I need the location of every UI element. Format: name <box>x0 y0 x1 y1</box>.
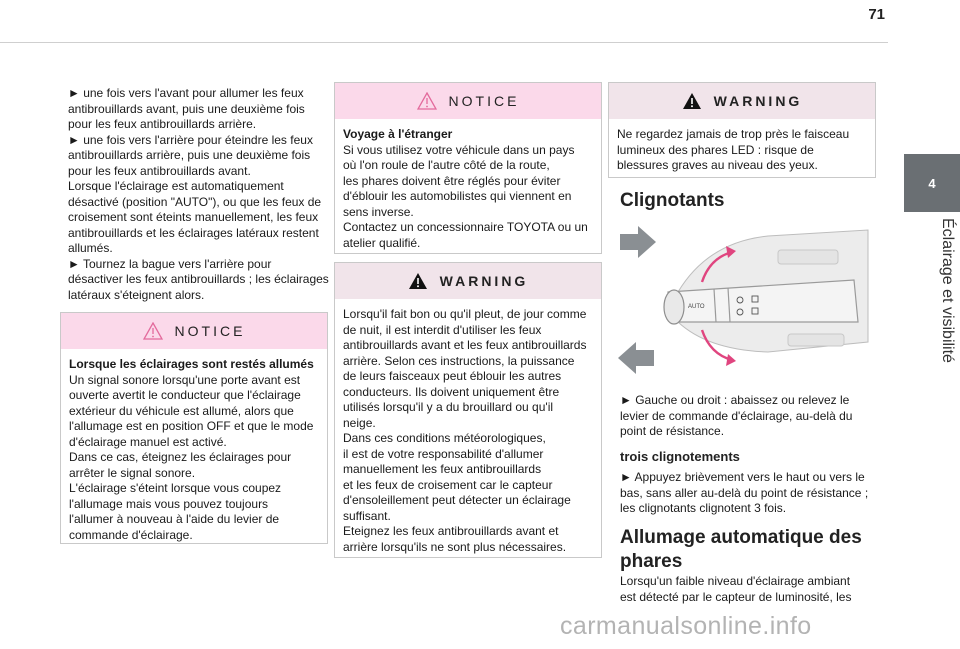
text-line: neige. <box>343 415 376 430</box>
text-line: atelier qualifié. <box>343 235 421 250</box>
text-line: allumés. <box>68 241 113 255</box>
text-line: où l'on roule de l'autre côté de la route, <box>343 158 550 172</box>
text-line: manuellement les feux antibrouillards <box>343 462 542 476</box>
text-line: Dans ce cas, éteignez les éclairages pour <box>69 450 292 464</box>
text-line: les clignotants clignotent 3 fois. <box>620 501 787 515</box>
notice-label: NOTICE <box>174 323 246 339</box>
text-line: antibrouillards avant, puis une deuxième fois <box>68 101 305 116</box>
text-line: pour les feux antibrouillards avant. <box>68 163 251 178</box>
caution-triangle-icon <box>143 322 163 340</box>
text-line: désactivé (position "AUTO"), ou que les feux de <box>68 194 322 209</box>
text-line: de leurs faisceaux peut éblouir les autres <box>343 369 562 383</box>
notice-body <box>61 349 327 551</box>
text-line: arrière lorsqu'ils ne sont plus nécessaires. <box>343 539 567 554</box>
text-line: l'allumage mais vous pouvez toujours <box>69 496 269 511</box>
text-line: est détecté par le capteur de luminosité, les <box>620 589 852 604</box>
caution-triangle-icon <box>417 92 437 110</box>
text-line: sens inverse. <box>343 204 414 219</box>
text-line: croisement sont éteints manuellement, les feux <box>68 210 319 224</box>
page-number: 71 <box>868 6 885 23</box>
text-line: bas, sans aller au-delà du point de résistance ; <box>620 485 869 500</box>
text-line: suffisant. <box>343 508 391 523</box>
text-line: Ne regardez jamais de trop près le faisceau <box>617 127 850 141</box>
warning-triangle-icon <box>408 272 428 290</box>
text-line: l'allumer à nouveau à l'aide du levier de <box>69 512 280 526</box>
text-line: commande d'éclairage. <box>69 527 193 542</box>
text-line: les phares doivent être réglés pour éviter <box>343 173 561 188</box>
warning-header <box>609 83 875 119</box>
notice-lead: Lorsque les éclairages sont restés allumés <box>69 357 314 371</box>
text-line: désactiver les feux antibrouillards ; les éclairages <box>68 272 329 286</box>
text-line: extérieur du véhicule est allumé, alors que <box>69 403 294 418</box>
text-line: Lorsqu'un faible niveau d'éclairage ambiant <box>620 574 851 588</box>
right-arrow-icon <box>620 226 656 258</box>
turn-signal-lever-illustration <box>618 222 874 380</box>
text-line: ► Appuyez brièvement vers le haut ou vers le <box>620 470 865 484</box>
text-line: conducteurs. Ils doivent uniquement être <box>343 384 560 399</box>
text-line: point de résistance. <box>620 424 725 438</box>
warning-header <box>335 263 601 299</box>
text-line: d'ensoleillement peut détecter un éclairage <box>343 493 571 507</box>
auto-headlights-text <box>620 574 876 605</box>
text-line: Un signal sonore lorsqu'une porte avant est <box>69 372 301 387</box>
text-line: ► une fois vers l'avant pour allumer les feux <box>68 86 304 100</box>
title-line: Allumage automatique des <box>620 527 862 548</box>
section-title-auto-headlights <box>620 526 862 574</box>
text-line: antibrouillards arrière, puis une deuxième fois <box>68 148 311 162</box>
text-line: Lorsque l'éclairage est automatiquement <box>68 179 284 193</box>
text-line: de nuit, il est interdit d'utiliser les feux <box>343 322 542 337</box>
text-line: Eteignez les feux antibrouillards avant et <box>343 524 559 538</box>
warning-body <box>335 299 601 563</box>
header-rule <box>0 42 888 43</box>
chapter-tab <box>888 0 960 649</box>
text-line: ouverte avertit le conducteur que l'éclairage <box>69 388 301 402</box>
warning-box-fog-lights <box>334 262 602 558</box>
text-line: utilisés lorsqu'il y a du brouillard ou qu'il <box>343 400 554 414</box>
text-line: pour les feux antibrouillards arrière. <box>68 117 257 131</box>
text-line: Si vous utilisez votre véhicule dans un pays <box>343 142 575 157</box>
chapter-title: Éclairage et visibilité <box>939 218 956 363</box>
text-line: arrière. Selon ces instructions, la puissance <box>343 353 575 368</box>
notice-body <box>335 119 601 259</box>
notice-lead: Voyage à l'étranger <box>343 127 453 141</box>
text-line: ► Gauche ou droit : abaissez ou relevez le <box>620 393 850 407</box>
left-arrow-icon <box>618 342 654 374</box>
section-title-turn-signals: Clignotants <box>620 190 725 211</box>
text-line: blessures graves au niveau des yeux. <box>617 158 818 172</box>
warning-label: WARNING <box>439 273 529 289</box>
text-line: levier de commande d'éclairage, au-delà du <box>620 408 853 423</box>
text-line: antibrouillards et les éclairages latéraux restent <box>68 225 319 240</box>
text-line: Lorsqu'il fait bon ou qu'il pleut, de jour comme <box>343 307 587 321</box>
fog-light-instructions <box>68 86 330 303</box>
text-line: latéraux s'éteignent alors. <box>68 287 205 302</box>
notice-label: NOTICE <box>448 93 520 109</box>
text-line: Dans ces conditions météorologiques, <box>343 431 546 445</box>
warning-triangle-icon <box>682 92 702 110</box>
warning-label: WARNING <box>713 93 803 109</box>
warning-box-led <box>608 82 876 178</box>
text-line: d'éclairage manuel est activé. <box>69 434 227 449</box>
text-line: Contactez un concessionnaire TOYOTA ou un <box>343 220 588 234</box>
turn-signal-instruction <box>620 393 876 440</box>
text-line: il est de votre responsabilité d'allumer <box>343 446 544 461</box>
text-line: et les feux de croisement car le capteur <box>343 477 553 492</box>
svg-text:AUTO: AUTO <box>688 304 705 310</box>
notice-header <box>61 313 327 349</box>
text-line: arrêter le signal sonore. <box>69 465 196 480</box>
notice-header <box>335 83 601 119</box>
text-line: lumineux des phares LED : risque de <box>617 142 814 157</box>
chapter-number: 4 <box>904 154 960 212</box>
notice-box-lights-on <box>60 312 328 544</box>
text-line: ► une fois vers l'arrière pour éteindre les feux <box>68 132 313 147</box>
text-line: L'éclairage s'éteint lorsque vous coupez <box>69 481 282 495</box>
three-flashes-instruction <box>620 470 876 517</box>
title-line: phares <box>620 551 683 572</box>
notice-box-travel-abroad <box>334 82 602 254</box>
watermark: carmanualsonline.info <box>560 612 812 640</box>
text-line: ► Tournez la bague vers l'arrière pour <box>68 256 272 271</box>
text-line: l'allumage est en position OFF et que le mode <box>69 419 314 433</box>
text-line: d'éblouir les automobilistes qui viennent en <box>343 189 572 203</box>
text-line: antibrouillards avant et les feux antibrouillards <box>343 338 587 352</box>
subsection-title-three-flashes: trois clignotements <box>620 449 740 464</box>
warning-body <box>609 119 875 182</box>
